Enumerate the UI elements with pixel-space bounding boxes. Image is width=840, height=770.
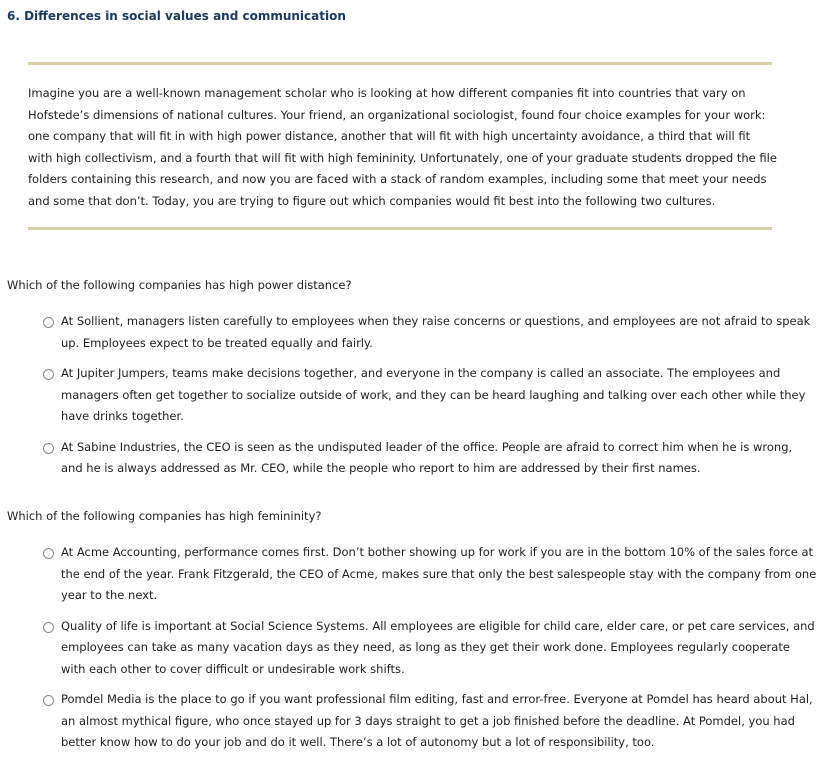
radio-button[interactable] (43, 317, 54, 328)
question-1-options (42, 311, 817, 489)
option-label: At Jupiter Jumpers, teams make decisions together, and everyone in the company is called an associate. The employees and managers often get together to socialize outside of work, and they can be heard laughing and talking over each other while they have drinks together. (61, 366, 806, 423)
radio-button[interactable] (43, 695, 54, 706)
question-2-option-social-science-systems[interactable] (42, 616, 817, 681)
question-2-option-acme-accounting[interactable] (42, 542, 817, 607)
option-label: At Sollient, managers listen carefully to employees when they raise concerns or questions, and employees are not afraid to speak up. Employees expect to be treated equally and fairly. (61, 314, 811, 350)
page-title: 6. Differences in social values and communication (7, 9, 346, 23)
question-2-option-pomdel-media[interactable] (42, 689, 817, 754)
option-label: At Acme Accounting, performance comes first. Don’t bother showing up for work if you are in the bottom 10% of the sales force at the end of the year. Frank Fitzgerald, the CEO of Acme, makes sure that only the best salespeople stay with the company from one year to the next. (61, 545, 817, 602)
radio-button[interactable] (43, 369, 54, 380)
radio-button[interactable] (43, 443, 54, 454)
question-2-options (42, 542, 817, 763)
scenario-passage: Imagine you are a well-known management scholar who is looking at how different companies fit into countries that vary on Hofstede’s dimensions of national cultures. Your friend, an organizational sociologist, found four choice examples for your work: one company that will fit in with high power distance, another that will fit with high uncertainty avoidance, a third that will fit with high collectivism, and a fourth that will fit with high femininity. Unfortunately, one of your graduate students dropped the file folders containing this research, and now you are faced with a stack of random examples, including some that meet your needs and some that don’t. Today, you are trying to figure out which companies would fit best into the following two cultures. (28, 86, 777, 208)
question-1-option-jupiter-jumpers[interactable] (42, 363, 817, 428)
option-label: At Sabine Industries, the CEO is seen as the undisputed leader of the office. People are afraid to correct him when he is wrong, and he is always addressed as Mr. CEO, while the people who report to him are addressed by their first names. (61, 439, 793, 475)
question-2-prompt: Which of the following companies has high femininity? (7, 509, 322, 523)
question-1-option-sollient[interactable] (42, 311, 817, 354)
radio-button[interactable] (43, 622, 54, 633)
question-1-prompt: Which of the following companies has high power distance? (7, 278, 352, 292)
passage-top-divider (28, 62, 772, 65)
passage-bottom-divider (28, 227, 772, 230)
radio-button[interactable] (43, 548, 54, 559)
question-1-option-sabine-industries[interactable] (42, 437, 817, 480)
option-label: Pomdel Media is the place to go if you want professional film editing, fast and error-free. Everyone at Pomdel has heard about Hal, an almost mythical figure, who once stayed up for 3 days straight to get a job finished before the deadline. At Pomdel, you had better know how to do your job and do it well. There’s a lot of autonomy but a lot of responsibility, too. (61, 692, 813, 749)
option-label: Quality of life is important at Social Science Systems. All employees are eligible for child care, elder care, or pet care services, and employees can take as many vacation days as they need, as long as they get their work done. Employees regularly cooperate with each other to cover difficult or undesirable work shifts. (61, 618, 815, 676)
